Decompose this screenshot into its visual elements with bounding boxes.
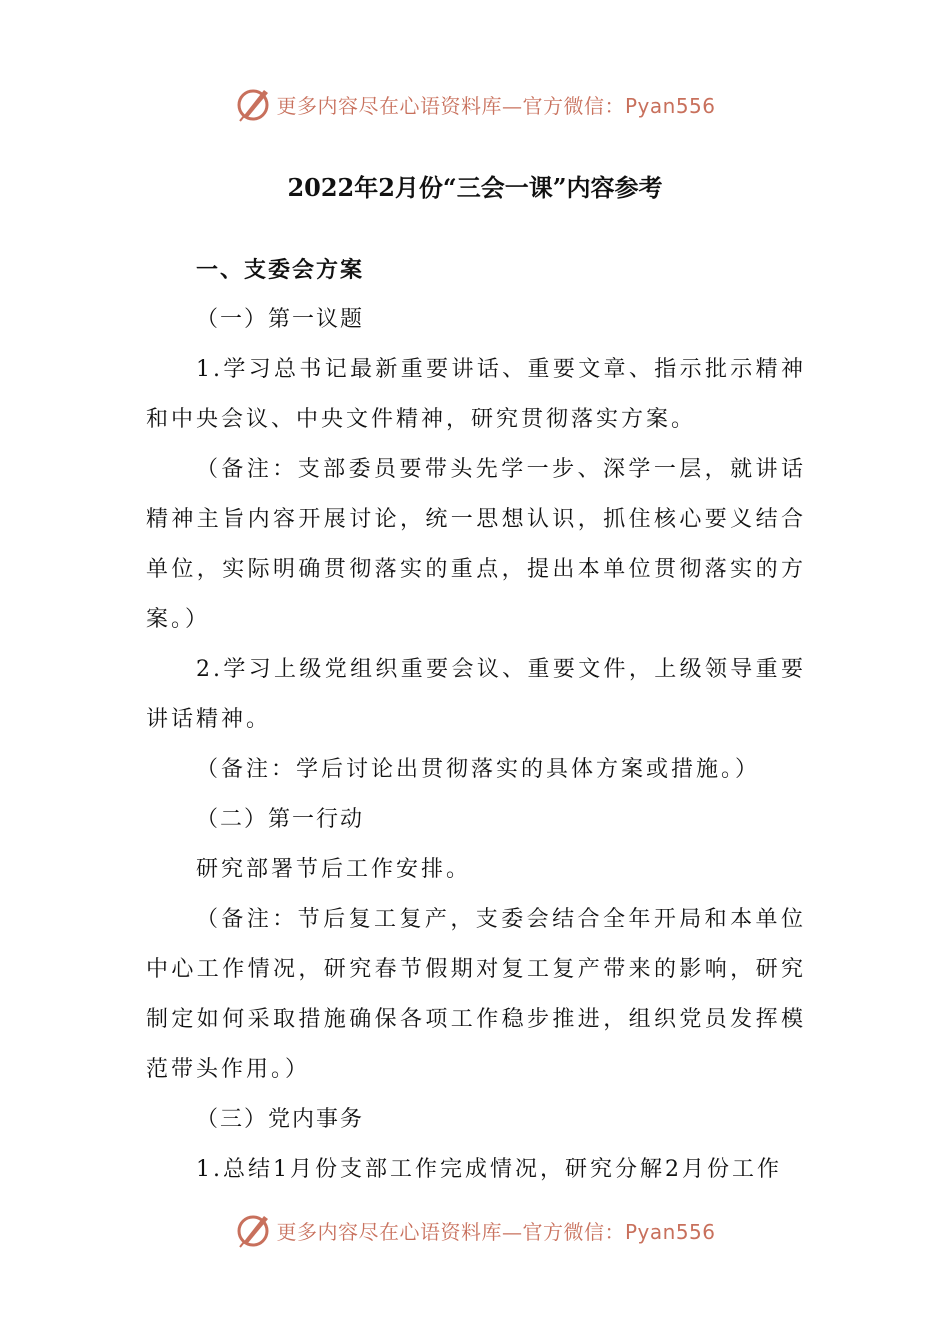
banner-text: 更多内容尽在心语资料库—官方微信：Pyan556 — [276, 1219, 716, 1244]
body-paragraph: 研究部署节后工作安排。 — [196, 857, 472, 882]
wechat-id: Pyan556 — [624, 1219, 716, 1244]
note-paragraph: （备注：节后复工复产，支委会结合全年开局和本单位中心工作情况，研究春节假期对复工复产带来的影响，研究制定如何采取措施确保各项工作稳步推进，组织党员发挥模范带头作用。） — [146, 907, 806, 1082]
body-paragraph: 2.学习上级党组织重要会议、重要文件，上级领导重要讲话精神。 — [146, 657, 806, 732]
document-body — [146, 245, 806, 1195]
subsection-heading: （一）第一议题 — [196, 307, 365, 332]
document-title: 2022年2月份“三会一课”内容参考 — [287, 173, 663, 202]
wechat-id: Pyan556 — [624, 93, 716, 118]
section-heading: 一、支委会方案 — [196, 257, 365, 283]
quill-pen-logo-icon — [234, 1210, 274, 1250]
note-paragraph: （备注：支部委员要带头先学一步、深学一层，就讲话精神主旨内容开展讨论，统一思想认识，抓住核心要义结合单位，实际明确贯彻落实的重点，提出本单位贯彻落实的方案。） — [146, 457, 806, 632]
note-paragraph: （备注：学后讨论出贯彻落实的具体方案或措施。） — [196, 757, 761, 782]
body-paragraph: 1.总结1月份支部工作完成情况，研究分解2月份工作 — [196, 1157, 782, 1182]
subsection-heading: （二）第一行动 — [196, 807, 365, 832]
footer-banner — [0, 1208, 950, 1252]
subsection-heading: （三）党内事务 — [196, 1107, 365, 1132]
banner-text: 更多内容尽在心语资料库—官方微信：Pyan556 — [276, 93, 716, 118]
quill-pen-logo-icon — [234, 84, 274, 124]
header-banner — [0, 82, 950, 126]
body-paragraph: 1.学习总书记最新重要讲话、重要文章、指示批示精神和中央会议、中央文件精神，研究贯彻落实方案。 — [146, 357, 806, 432]
